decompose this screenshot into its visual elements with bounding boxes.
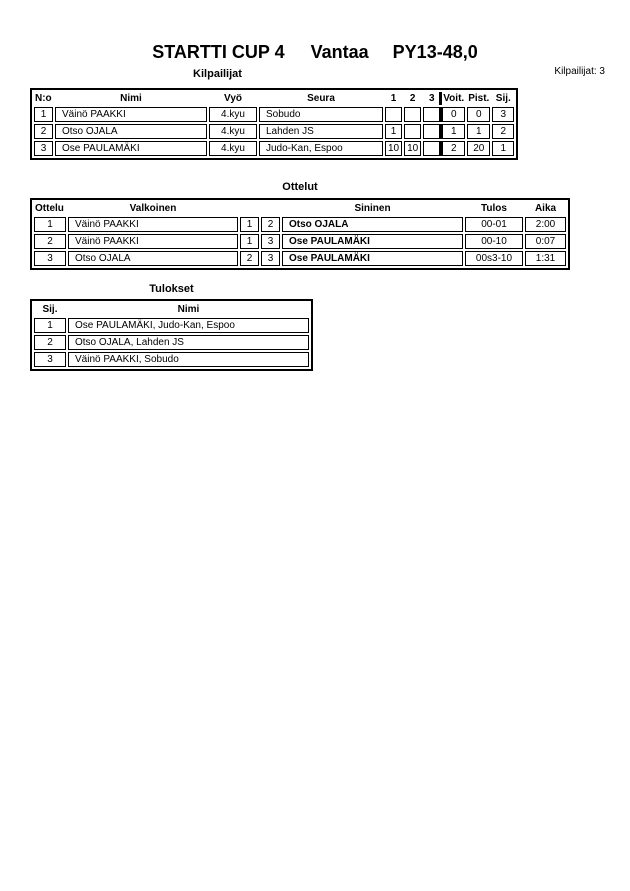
match-row	[34, 251, 566, 266]
competitor-match3-score	[423, 124, 440, 139]
match-no: 2	[34, 234, 66, 249]
white-player-name: Väinö PAAKKI	[68, 217, 238, 232]
col-header-points: Pist.	[468, 93, 490, 104]
competitor-place: 2	[492, 124, 514, 139]
col-header-score: Tulos	[465, 202, 523, 215]
matches-heading: Ottelut	[282, 181, 318, 193]
results-header-row	[34, 303, 309, 316]
blue-player-name: Otso OJALA	[282, 217, 463, 232]
competitor-row	[34, 107, 514, 122]
competitor-match1-score: 1	[385, 124, 402, 139]
match-score: 00-01	[465, 217, 523, 232]
competitor-match2-score: 10	[404, 141, 421, 156]
white-player-name: Otso OJALA	[68, 251, 238, 266]
col-header-result-place: Sij.	[34, 303, 66, 316]
blue-player-name: Ose PAULAMÄKI	[282, 234, 463, 249]
white-player-number: 1	[240, 234, 259, 249]
white-player-number: 2	[240, 251, 259, 266]
competitor-no: 3	[34, 141, 53, 156]
competitor-match2-score	[404, 107, 421, 122]
competitor-name: Väinö PAAKKI	[55, 107, 207, 122]
competitor-points: 20	[467, 141, 490, 156]
blue-player-number: 3	[261, 234, 280, 249]
event-city: Vantaa	[310, 42, 369, 62]
competitor-place: 3	[492, 107, 514, 122]
event-name: STARTTI CUP 4	[152, 42, 285, 62]
col-header-wins: Voit.	[443, 93, 465, 104]
col-header-match1: 1	[385, 92, 402, 105]
competitor-name: Ose PAULAMÄKI	[55, 141, 207, 156]
matches-table	[30, 198, 570, 270]
competitor-match1-score: 10	[385, 141, 402, 156]
competitor-row	[34, 141, 514, 156]
result-name: Väinö PAAKKI, Sobudo	[68, 352, 309, 367]
competitor-match2-score	[404, 124, 421, 139]
match-row	[34, 217, 566, 232]
competitor-no: 1	[34, 107, 53, 122]
result-row	[34, 335, 309, 350]
col-header-no: N:o	[35, 93, 52, 104]
competitor-place: 1	[492, 141, 514, 156]
col-header-match2: 2	[404, 92, 421, 105]
competitor-name: Otso OJALA	[55, 124, 207, 139]
competitors-heading: Kilpailijat	[193, 68, 242, 80]
blue-player-number: 2	[261, 217, 280, 232]
result-place: 1	[34, 318, 66, 333]
col-header-time: Aika	[525, 202, 566, 215]
results-heading: Tulokset	[149, 283, 194, 295]
result-row	[34, 318, 309, 333]
col-header-place: Sij.	[492, 92, 514, 105]
competitor-points: 1	[467, 124, 490, 139]
col-header-match: Ottelu	[34, 202, 66, 215]
col-header-result-name: Nimi	[68, 303, 309, 316]
match-no: 3	[34, 251, 66, 266]
competitor-belt: 4.kyu	[209, 124, 257, 139]
white-player-name: Väinö PAAKKI	[68, 234, 238, 249]
competitor-match3-score	[423, 141, 440, 156]
result-place: 2	[34, 335, 66, 350]
weight-category: PY13-48,0	[392, 42, 478, 62]
col-header-belt: Vyö	[209, 92, 257, 105]
col-header-blue: Sininen	[282, 202, 463, 215]
match-row	[34, 234, 566, 249]
competitor-count-label: Kilpailijat: 3	[554, 66, 605, 77]
competitor-wins: 1	[442, 124, 465, 139]
result-name: Otso OJALA, Lahden JS	[68, 335, 309, 350]
competitor-belt: 4.kyu	[209, 107, 257, 122]
competitor-wins: 2	[442, 141, 465, 156]
competitor-no: 2	[34, 124, 53, 139]
col-header-name: Nimi	[55, 92, 207, 105]
competitor-club: Lahden JS	[259, 124, 383, 139]
competitor-row	[34, 124, 514, 139]
result-name: Ose PAULAMÄKI, Judo-Kan, Espoo	[68, 318, 309, 333]
competitors-header-row	[34, 92, 514, 105]
match-no: 1	[34, 217, 66, 232]
competitor-belt: 4.kyu	[209, 141, 257, 156]
match-time: 0:07	[525, 234, 566, 249]
result-place: 3	[34, 352, 66, 367]
competitor-match3-score	[423, 107, 440, 122]
competitors-table	[30, 88, 518, 160]
col-header-match3: 3	[423, 92, 440, 105]
col-header-blue-no	[261, 202, 280, 215]
matches-header-row	[34, 202, 566, 215]
match-time: 2:00	[525, 217, 566, 232]
competitor-club: Judo-Kan, Espoo	[259, 141, 383, 156]
blue-player-number: 3	[261, 251, 280, 266]
blue-player-name: Ose PAULAMÄKI	[282, 251, 463, 266]
col-header-club: Seura	[259, 92, 383, 105]
match-score: 00s3-10	[465, 251, 523, 266]
col-header-white-no	[240, 202, 259, 215]
match-time: 1:31	[525, 251, 566, 266]
result-row	[34, 352, 309, 367]
white-player-number: 1	[240, 217, 259, 232]
page-title	[0, 42, 630, 63]
results-table	[30, 299, 313, 371]
match-score: 00-10	[465, 234, 523, 249]
competitor-club: Sobudo	[259, 107, 383, 122]
competitor-match1-score	[385, 107, 402, 122]
col-header-white: Valkoinen	[68, 202, 238, 215]
competitor-wins: 0	[442, 107, 465, 122]
competitor-points: 0	[467, 107, 490, 122]
